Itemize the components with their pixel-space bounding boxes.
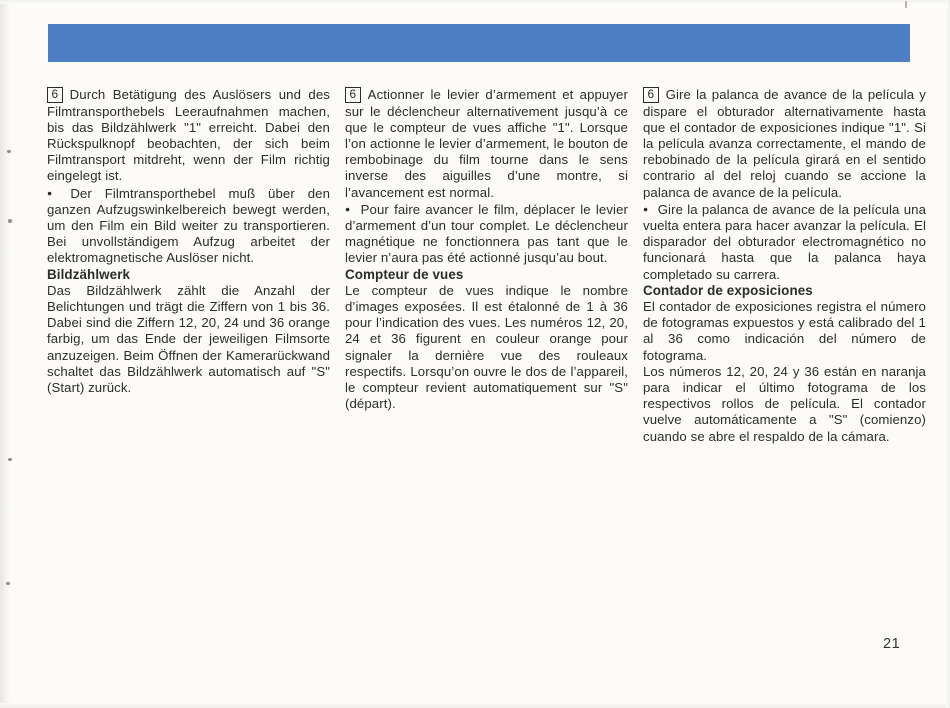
step-number-badge: 6 xyxy=(47,87,63,103)
scan-edge-top xyxy=(0,0,950,4)
bullet-text: Der Filmtransporthebel muß über den ganzen Aufzugswinkelbereich bewegt werden, um den Film ein Bild weiter zu transportieren. Bei unvollständigem Aufzug arbeitet der elektromagnetische Auslöser nicht. xyxy=(47,185,330,266)
scan-edge-left xyxy=(0,0,10,708)
scan-edge-bottom xyxy=(0,703,950,708)
scan-speck xyxy=(7,150,11,153)
section-heading: Compteur de vues xyxy=(345,266,464,282)
section-heading: Bildzählwerk xyxy=(47,266,131,282)
body-paragraph: Das Bildzählwerk zählt die Anzahl der Belichtungen und trägt die Ziffern von 1 bis 36. Dabei sind die Ziffern 12, 20, 24 und 36 orange farbig, um das Ende der jeweiligen Filmsorte anzuzeigen. Beim Öffnen der Kamerarückwand schaltet das Bildzählwerk automatisch auf "S" (Start) zurück. xyxy=(47,282,330,395)
body-paragraph: Le compteur de vues indique le nombre d’images exposées. Il est étalonné de 1 à 36 pour l’indication des vues. Les numéros 12, 20, 24 et 36 figurent en couleur orange pour signaler la dernière vue des rouleaux respectifs. Lorsqu’on ouvre le dos de l’appareil, le compteur revient automatiquement sur "S" (départ). xyxy=(345,282,628,412)
bullet-paragraph xyxy=(47,185,330,267)
column-german xyxy=(47,87,330,445)
header-bar xyxy=(48,24,910,62)
step-paragraph xyxy=(643,87,926,201)
step-number-badge: 6 xyxy=(643,87,659,103)
step-text: Durch Betätigung des Auslösers und des Filmtransporthebels Leeraufnahmen machen, bis das Bildzählwerk "1" erreicht. Dabei den Rückspulknopf beobachten, der sich beim Filmtransport mitdreht, wenn der Film richtig eingelegt ist. xyxy=(47,87,330,184)
bullet-paragraph xyxy=(345,201,628,267)
section-heading: Contador de exposiciones xyxy=(643,282,813,298)
bullet-text: Gire la palanca de avance de la película una vuelta entera para hacer avanzar la película. El disparador del obturador electromagnético no funcionará hasta que la palanca haya completado su carrera. xyxy=(643,201,927,282)
column-spanish xyxy=(643,87,926,445)
body-paragraph: Los números 12, 20, 24 y 36 están en naranja para indicar el último fotograma de los respectivos rollos de película. El contador vuelve automáticamente a "S" (comienzo) cuando se abre el respaldo de la cámara. xyxy=(643,363,926,444)
scan-speck xyxy=(8,219,12,223)
page-number: 21 xyxy=(883,636,901,652)
step-text: Gire la palanca de avance de la película y dispare el obturador alternativamente hasta que el contador de exposiciones indique "1". Si la película avanza correctamente, el mando de rebobinado de la película girará en el sentido contrario al del reloj cuando se accione la palanca de avance de la película. xyxy=(643,87,926,200)
bullet-paragraph xyxy=(643,201,926,283)
body-paragraph: El contador de exposiciones registra el número de fotogramas expuestos y está calibrado del 1 al 36 como indicación del número de fotograma. xyxy=(643,298,926,363)
bullet-text: Pour faire avancer le film, déplacer le levier d’armement d’un tour complet. Le déclencheur magnétique ne fonctionnera pas tant que le levier n’aura pas été actionné jusqu’au bout. xyxy=(345,201,629,266)
scan-speck xyxy=(6,582,10,585)
bullet-icon: ● xyxy=(643,203,649,214)
step-paragraph xyxy=(47,87,330,185)
step-text: Actionner le levier d’armement et appuyer sur le déclencheur alternativement jusqu’à ce que le compteur de vues affiche "1". Lorsque l’on actionne le levier d’armement, le bouton de rembobinage du film tourne dans le sens inverse des aiguilles d’une montre, si l’avancement est normal. xyxy=(345,87,628,200)
scan-speck xyxy=(8,458,12,461)
step-paragraph xyxy=(345,87,628,201)
scan-edge-right xyxy=(946,0,950,708)
text-columns xyxy=(47,87,926,445)
bullet-icon: ● xyxy=(47,187,62,198)
bullet-icon: ● xyxy=(345,203,352,214)
step-number-badge: 6 xyxy=(345,87,361,103)
scan-corner-tick xyxy=(905,1,907,8)
column-french xyxy=(345,87,628,445)
